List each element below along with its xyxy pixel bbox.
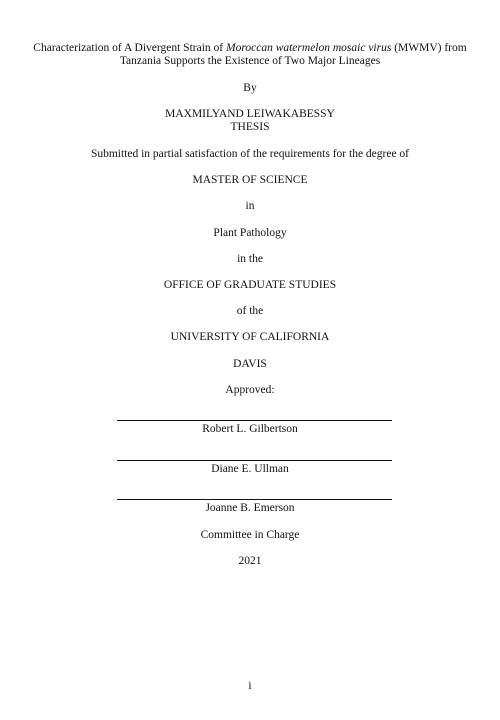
signature-line-2 [117, 460, 392, 461]
in-label: in [245, 200, 255, 212]
committee-member-1: Robert L. Gilbertson [202, 423, 298, 435]
field-of-study: Plant Pathology [213, 227, 287, 239]
in-the-label: in the [237, 253, 263, 265]
title-line-1-post: (MWMV) from [391, 42, 467, 54]
campus-name: DAVIS [233, 358, 267, 370]
submission-statement: Submitted in partial satisfaction of the requirements for the degree of [90, 148, 410, 160]
of-the-label: of the [236, 305, 264, 317]
title-line-1-pre: Characterization of A Divergent Strain of [33, 42, 226, 54]
by-label: By [243, 82, 257, 94]
signature-line-1 [117, 420, 392, 421]
university-name: UNIVERSITY OF CALIFORNIA [170, 331, 330, 343]
title-line-2: Tanzania Supports the Existence of Two Major Lineages [119, 55, 381, 67]
office-name: OFFICE OF GRADUATE STUDIES [163, 279, 337, 291]
year: 2021 [238, 555, 262, 567]
committee-member-3: Joanne B. Emerson [205, 502, 295, 514]
document-type: THESIS [230, 121, 270, 133]
author-name: MAXMILYAND LEIWAKABESSY [165, 108, 335, 120]
title-virus-name: Moroccan watermelon mosaic virus [225, 42, 392, 54]
page-number: i [248, 680, 252, 692]
signature-line-3 [117, 499, 392, 500]
title-line-1 [0, 42, 500, 55]
approved-label: Approved: [225, 384, 275, 396]
committee-label: Committee in Charge [200, 529, 300, 541]
committee-member-2: Diane E. Ullman [211, 463, 289, 475]
degree-name: MASTER OF SCIENCE [192, 174, 308, 186]
